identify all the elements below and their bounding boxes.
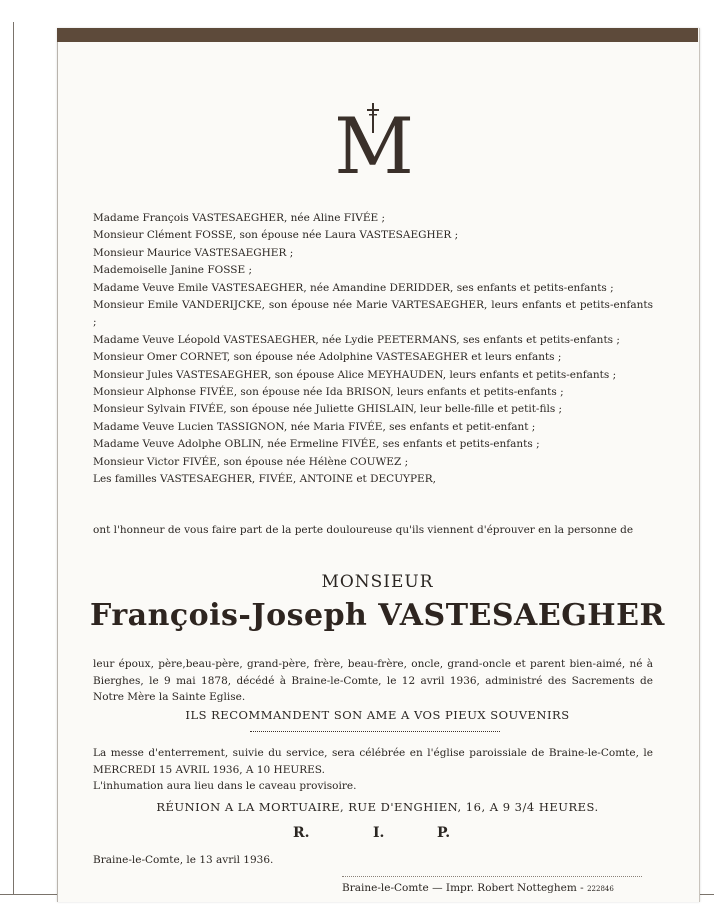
deceased-name: François-Joseph VASTESAEGHER: [90, 598, 665, 633]
mass-text: La messe d'enterrement, suivie du service, sera célébrée en l'église paroissiale de Braine-le-Comte, le MERCREDI 15 AVRIL 1936, A 10 HEURES.: [93, 747, 653, 776]
family-line: Monsieur Omer CORNET, son épouse née Adolphine VASTESAEGHER et leurs enfants ;: [93, 351, 562, 364]
family-line: Madame François VASTESAEGHER, née Aline FIVÉE ;: [93, 212, 386, 224]
family-line: Madame Veuve Emile VASTESAEGHER, née Amandine DERIDDER, ses enfants et petits-enfants ;: [93, 281, 614, 294]
date-line: Braine-le-Comte, le 13 avril 1936.: [93, 854, 274, 866]
family-line: Madame Veuve Adolphe OBLIN, née Ermeline FIVÉE, ses enfants et petits-enfants ;: [93, 438, 540, 451]
family-line: Monsieur Emile VANDERIJCKE, son épouse née Marie VARTESAEGHER, leurs enfants et petits-enfants ;: [93, 299, 653, 329]
family-line: Monsieur Clément FOSSE, son épouse née Laura VASTESAEGHER ;: [93, 229, 459, 242]
recommend-line: ILS RECOMMANDENT SON AME A VOS PIEUX SOUVENIRS: [185, 708, 570, 722]
family-line: Monsieur Alphonse FIVÉE, son épouse née Ida BRISON, leurs enfants et petits-enfants ;: [93, 386, 564, 399]
announcement-text: ont l'honneur de vous faire part de la perte douloureuse qu'ils viennent d'éprouver en la personne de: [93, 524, 634, 536]
family-line: Mademoiselle Janine FOSSE ;: [93, 264, 252, 277]
printer-code: 222846: [587, 885, 614, 893]
family-list: [93, 210, 653, 489]
burial-text: L'inhumation aura lieu dans le caveau provisoire.: [93, 780, 357, 792]
rip-letter: I.: [373, 825, 385, 841]
family-line: Monsieur Sylvain FIVÉE, son épouse née Juliette GHISLAIN, leur belle-fille et petit-fils ;: [93, 403, 563, 416]
monsieur-heading: MONSIEUR: [321, 572, 434, 592]
family-line: Madame Veuve Léopold VASTESAEGHER, née Lydie PEETERMANS, ses enfants et petits-enfants ;: [93, 333, 620, 346]
family-line: Les familles VASTESAEGHER, FIVÉE, ANTOINE et DECUYPER,: [93, 473, 436, 486]
printer-divider: [342, 876, 642, 877]
family-line: Madame Veuve Lucien TASSIGNON, née Maria FIVÉE, ses enfants et petit-enfant ;: [93, 420, 536, 433]
family-line: Monsieur Victor FIVÉE, son épouse née Hélène COUWEZ ;: [93, 455, 409, 468]
top-border-band: [57, 28, 698, 42]
dotted-divider: [250, 731, 500, 732]
rip-letter: P.: [437, 825, 451, 841]
monogram-letter: M: [334, 102, 412, 192]
rip-letter: R.: [293, 825, 310, 841]
marian-monogram: [330, 102, 416, 192]
scan-edge-left: [13, 22, 14, 894]
family-line: Monsieur Maurice VASTESAEGHER ;: [93, 246, 294, 259]
printer-credit: [342, 882, 614, 894]
family-line: Monsieur Jules VASTESAEGHER, son épouse Alice MEYHAUDEN, leurs enfants et petits-enfants ;: [93, 368, 617, 381]
relations-text: leur époux, père,beau-père, grand-père, frère, beau-frère, oncle, grand-oncle et parent bien-aimé, né à Bierghes, le 9 mai 1878, décédé à Braine-le-Comte, le 12 avril 1936, administré des Sacrements de Notre Mère la Sainte Eglise.: [93, 658, 653, 703]
reunion-line: RÉUNION A LA MORTUAIRE, RUE D'ENGHIEN, 16, A 9 3/4 HEURES.: [156, 800, 599, 814]
printer-name: Braine-le-Comte — Impr. Robert Notteghem -: [342, 882, 584, 894]
